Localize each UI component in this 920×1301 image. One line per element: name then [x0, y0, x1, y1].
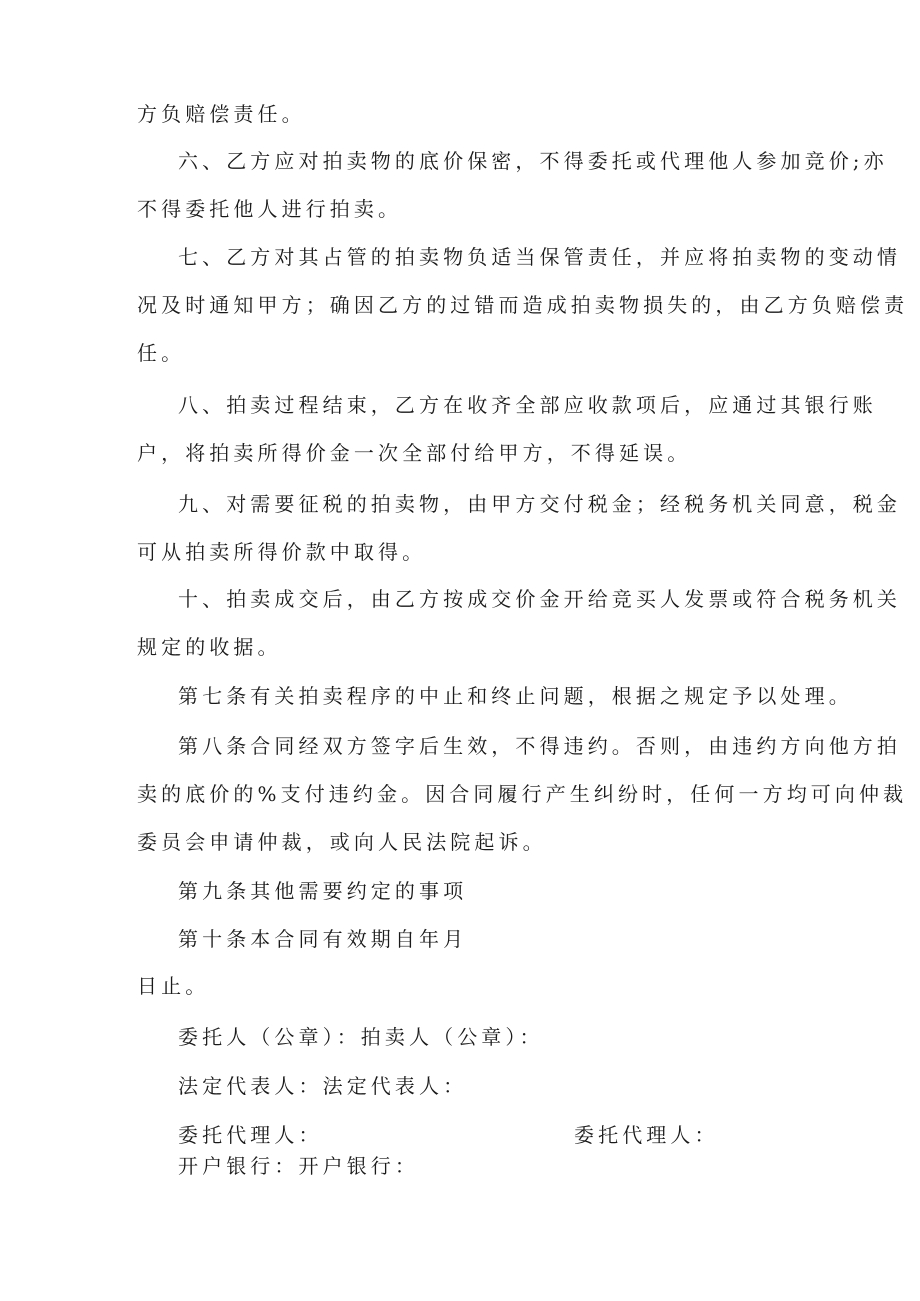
text-line: 六、乙方应对拍卖物的底价保密，不得委托或代理他人参加竞价;亦: [178, 149, 888, 173]
signature-line: 法定代表人：法定代表人：: [178, 1074, 468, 1098]
text-line: 日止。: [137, 974, 210, 998]
text-line: 十、拍卖成交后，由乙方按成交价金开给竞买人发票或符合税务机关: [178, 587, 901, 611]
text-line: 况及时通知甲方；确因乙方的过错而造成拍卖物损失的，由乙方负赔偿责: [137, 293, 909, 317]
text-line: 八、拍卖过程结束，乙方在收齐全部应收款项后，应通过其银行账: [178, 393, 877, 417]
text-line: 方负赔偿责任。: [137, 102, 306, 126]
agent-line: [178, 1122, 787, 1148]
text-line: 九、对需要征税的拍卖物，由甲方交付税金；经税务机关同意，税金: [178, 492, 901, 516]
text-line: 卖的底价的%支付违约金。因合同履行产生纠纷时，任何一方均可向仲裁: [137, 782, 908, 806]
agent-left: 委托代理人：: [178, 1123, 323, 1147]
text-line: 七、乙方对其占管的拍卖物负适当保管责任，并应将拍卖物的变动情: [178, 245, 901, 269]
text-line: 第十条本合同有效期自年月: [178, 927, 468, 951]
agent-right: 委托代理人：: [574, 1123, 719, 1147]
text-line: 规定的收据。: [137, 635, 282, 659]
text-line: 第九条其他需要约定的事项: [178, 879, 468, 903]
text-line: 户，将拍卖所得价金一次全部付给甲方，不得延误。: [137, 441, 692, 465]
text-line: 第八条合同经双方签字后生效，不得违约。否则，由违约方向他方拍: [178, 734, 901, 758]
text-line: 不得委托他人进行拍卖。: [137, 197, 403, 221]
bank-line: 开户银行：开户银行：: [178, 1154, 419, 1178]
text-line: 委员会申请仲裁，或向人民法院起诉。: [137, 830, 547, 854]
signature-line: 委托人（公章）：拍卖人（公章）：: [178, 1025, 544, 1049]
text-line: 可从拍卖所得价款中取得。: [137, 540, 427, 564]
text-line: 第七条有关拍卖程序的中止和终止问题，根据之规定予以处理。: [178, 684, 853, 708]
text-line: 任。: [137, 341, 186, 365]
